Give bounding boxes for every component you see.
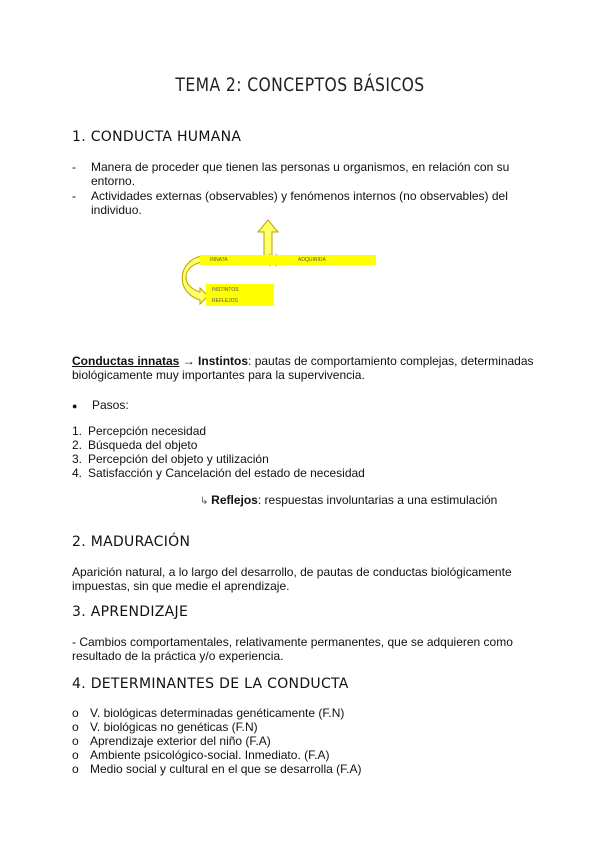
sub-arrow-icon: ↳ [200, 496, 212, 507]
label-adquirida: ADQUIRIDA [298, 257, 326, 263]
list-marker: o [72, 706, 79, 720]
pasos-bullet [72, 398, 129, 413]
list-item [72, 748, 361, 762]
step-text: Búsqueda del objeto [88, 438, 198, 452]
list-item-text: Actividades externas (observables) y fenómenos internos (no observables) del individuo. [91, 189, 508, 217]
pasos-label: Pasos: [92, 398, 129, 412]
list-marker: o [72, 748, 79, 762]
maduracion-paragraph: Aparición natural, a lo largo del desarrollo, de pautas de conductas biológicamente impuestas, sin que medie el aprendizaje. [72, 565, 512, 593]
label-innata: INNATA [210, 257, 228, 263]
heading-maduracion: 2. MADURACIÓN [72, 534, 191, 550]
list-marker: o [72, 762, 79, 776]
list-item-text: Ambiente psicológico-social. Inmediato. (F.A) [90, 748, 330, 762]
list-item [72, 706, 361, 720]
arrow-glyph: → [179, 354, 199, 368]
up-arrow-icon [258, 220, 278, 256]
step-number: 4. [72, 466, 83, 480]
list-item [72, 438, 365, 452]
heading-conducta-humana: 1. CONDUCTA HUMANA [72, 129, 242, 145]
step-number: 1. [72, 424, 83, 438]
list-item-text: V. biológicas determinadas genéticamente (F.N) [90, 706, 345, 720]
determinantes-list [72, 706, 361, 776]
list-item-text: V. biológicas no genéticas (F.N) [90, 720, 258, 734]
list-marker: o [72, 720, 79, 734]
step-number: 3. [72, 452, 83, 466]
heading-aprendizaje: 3. APRENDIZAJE [72, 604, 189, 620]
reflejos-line [200, 493, 497, 509]
list-item [72, 160, 542, 188]
dash-marker: - [72, 189, 76, 203]
step-text: Satisfacción y Cancelación del estado de necesidad [88, 466, 365, 480]
step-text: Percepción necesidad [88, 424, 207, 438]
label-instintos: INSTINTOS [212, 287, 239, 293]
definition-text: : pautas de comportamiento complejas, determinadas biológicamente muy importantes para la supervivencia. [72, 354, 534, 382]
list-item [72, 720, 361, 734]
list-marker: o [72, 734, 79, 748]
term-conductas-innatas: Conductas innatas [72, 354, 180, 368]
conductas-innatas-paragraph [72, 354, 542, 382]
list-item [72, 734, 361, 748]
step-number: 2. [72, 438, 83, 452]
document-title: TEMA 2: CONCEPTOS BÁSICOS [175, 74, 425, 96]
step-text: Percepción del objeto y utilización [88, 452, 269, 466]
list-item-text: Manera de proceder que tienen las personas u organismos, en relación con su entorno. [91, 160, 510, 188]
dash-marker: - [72, 160, 76, 174]
heading-determinantes: 4. DETERMINANTES DE LA CONDUCTA [72, 676, 349, 692]
conducta-diagram [178, 218, 378, 310]
list-item [72, 424, 365, 438]
term-reflejos: Reflejos [211, 493, 258, 507]
list-item [72, 762, 361, 776]
bullet-icon: ● [72, 401, 78, 411]
list-item [72, 189, 542, 217]
reflejos-definition: : respuestas involuntarias a una estimulación [257, 493, 498, 507]
aprendizaje-paragraph: - Cambios comportamentales, relativamente permanentes, que se adquieren como resultado de la práctica y/o experiencia. [72, 635, 513, 663]
list-item [72, 466, 365, 480]
list-item-text: Medio social y cultural en el que se desarrolla (F.A) [90, 762, 362, 776]
list-item-text: Aprendizaje exterior del niño (F.A) [90, 734, 271, 748]
term-instintos: Instintos [198, 354, 249, 368]
pasos-list [72, 424, 365, 480]
label-reflejos: REFLEJOS [212, 298, 238, 304]
list-item [72, 452, 365, 466]
